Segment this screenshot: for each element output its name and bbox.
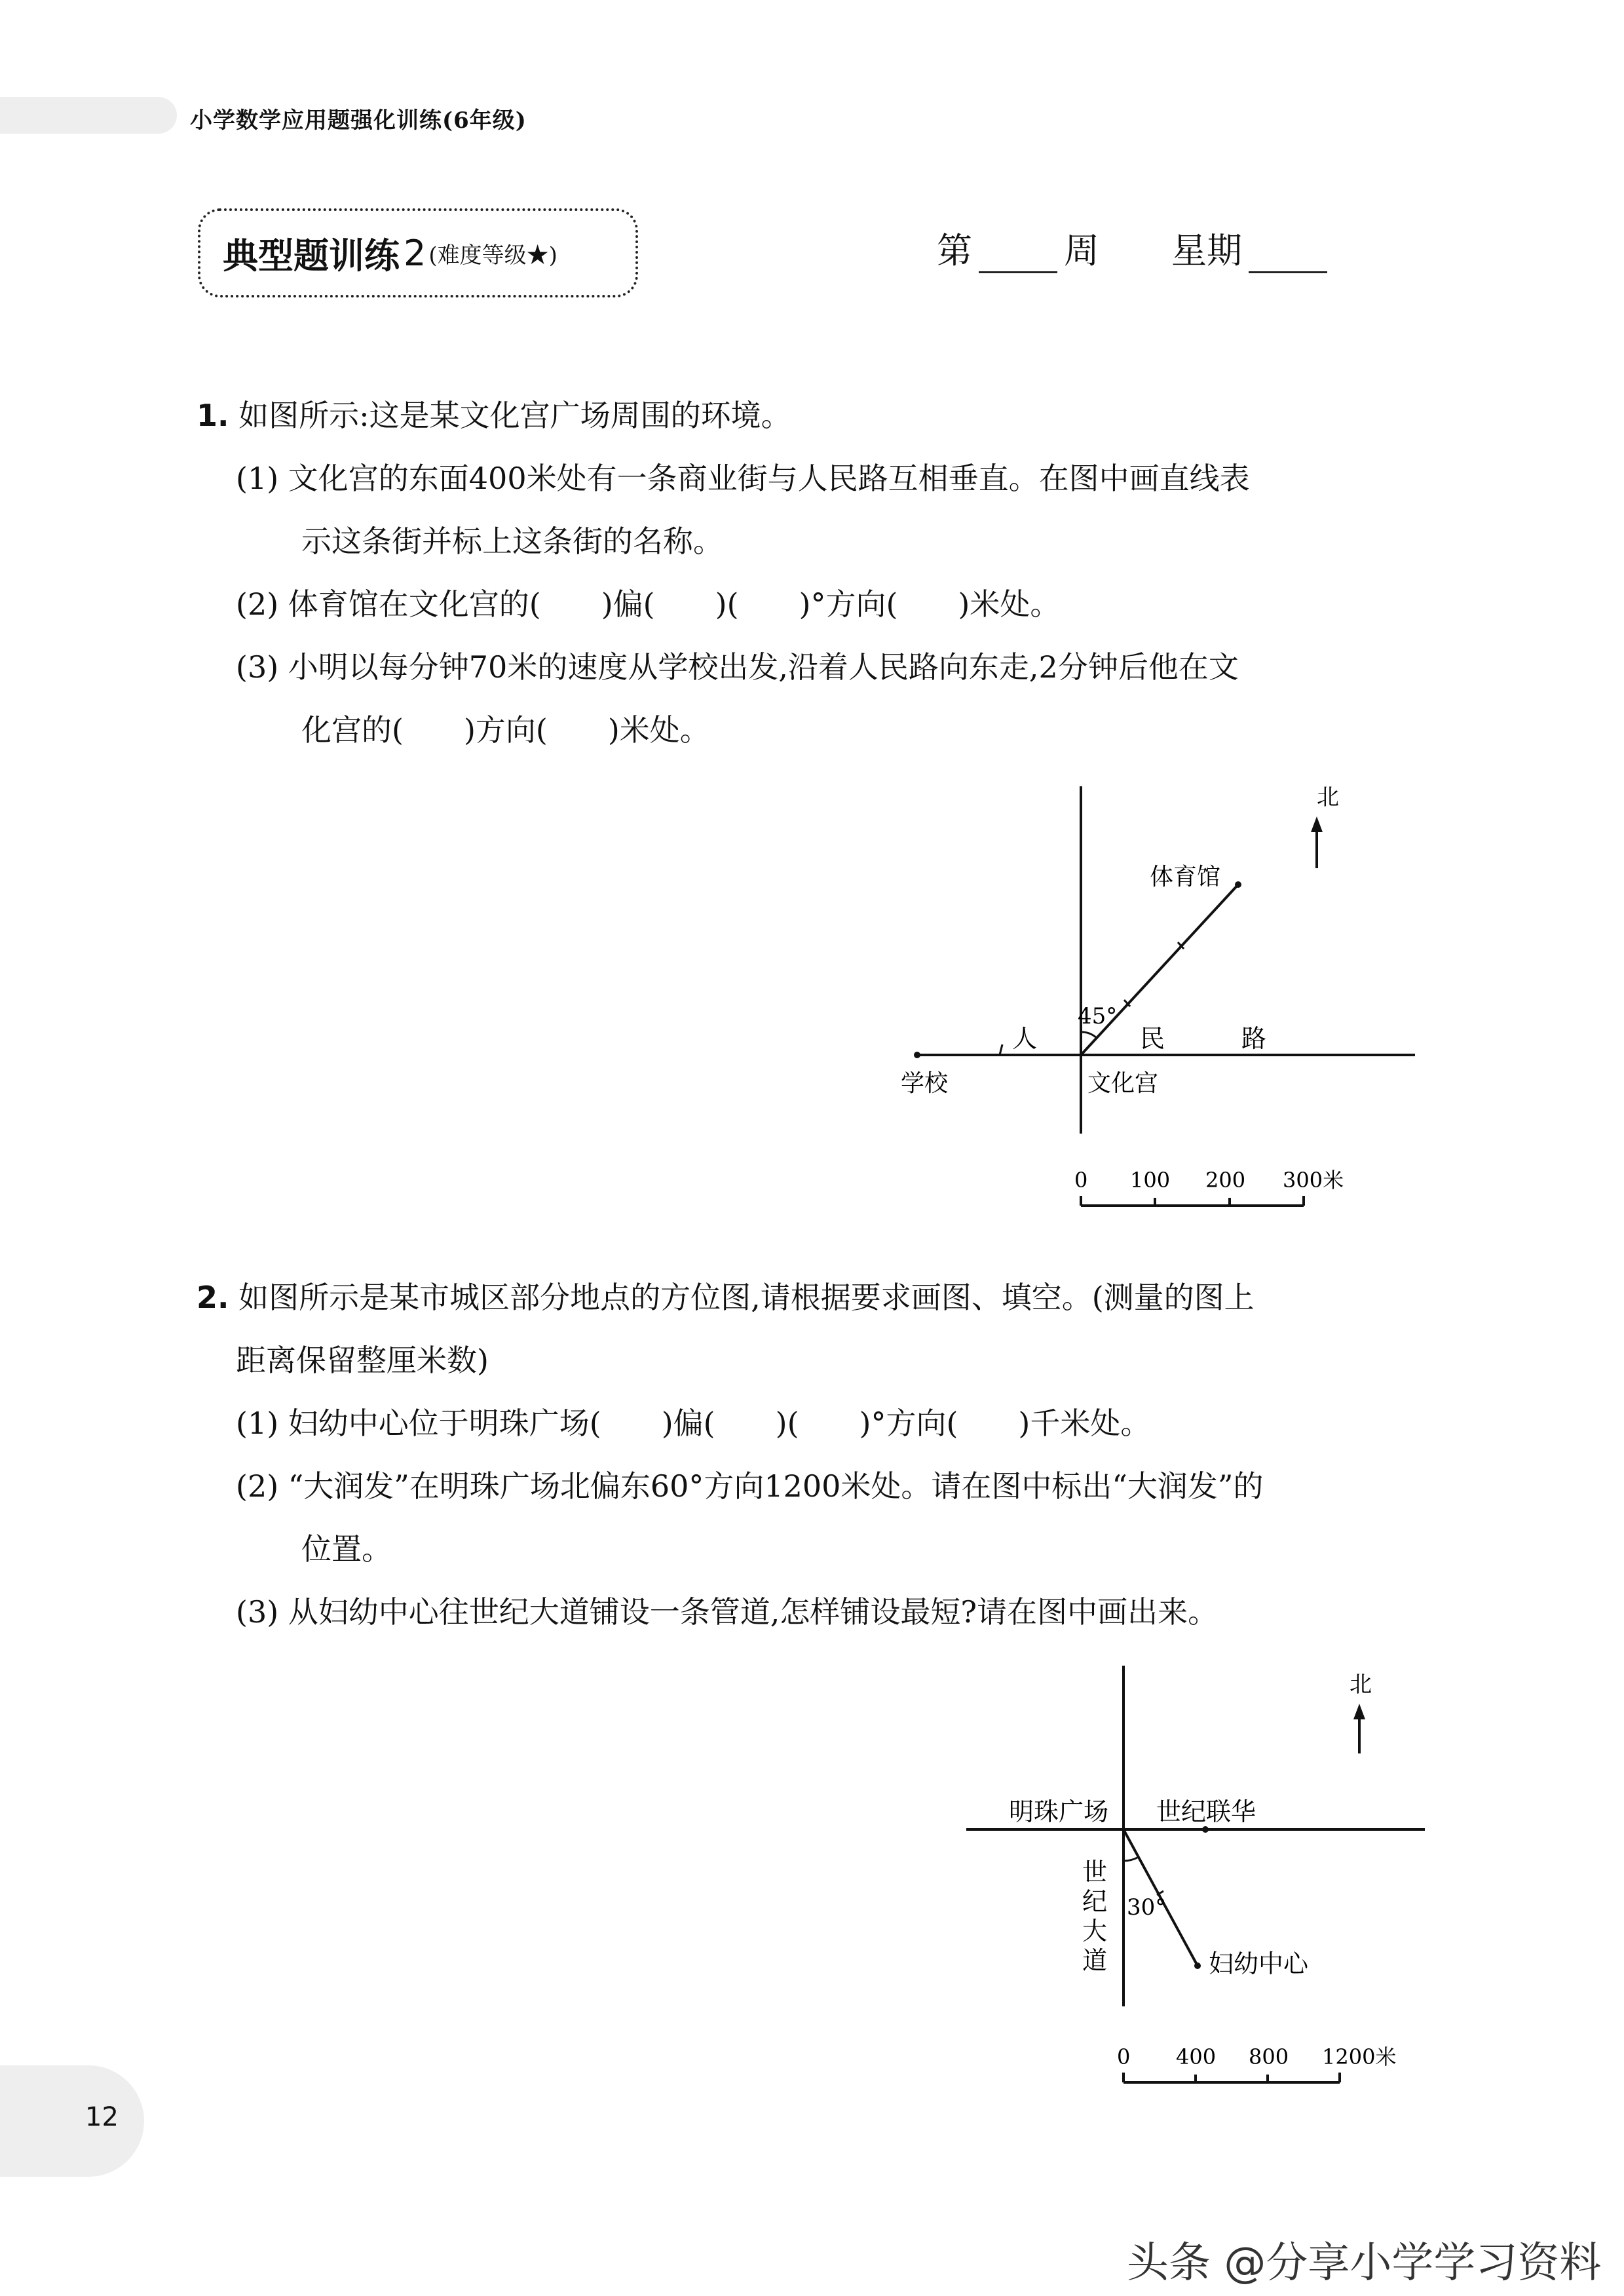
q2-stem-line2: 距离保留整厘米数) <box>236 1343 489 1378</box>
weekday-blank[interactable] <box>1249 239 1327 273</box>
q1-angle-label: 45° <box>1078 1003 1118 1029</box>
q2-diagram <box>943 1658 1467 2110</box>
q1-part1-line1: (1) 文化宫的东面400米处有一条商业街与人民路互相垂直。在图中画直线表 <box>236 461 1250 496</box>
q1-palace-label: 文化宫 <box>1087 1070 1159 1097</box>
q2-scale-1: 400 <box>1176 2044 1217 2069</box>
q1-gym-label: 体育馆 <box>1150 864 1221 890</box>
q2-avenue-char-2: 纪 <box>1082 1887 1108 1916</box>
q1-part3-line1: (3) 小明以每分钟70米的速度从学校出发,沿着人民路向东走,2分钟后他在文 <box>236 649 1239 685</box>
q2-north-arrow-icon <box>1353 1704 1365 1719</box>
q2-part2-line1: (2) “大润发”在明珠广场北偏东60°方向1200米处。请在图中标出“大润发”的 <box>236 1468 1264 1504</box>
q2-stem-line1 <box>197 1278 1255 1317</box>
q1-scale-1: 100 <box>1130 1168 1171 1193</box>
header-tab <box>0 97 177 134</box>
q2-plaza-label: 明珠广场 <box>1009 1797 1109 1826</box>
q1-stem: 如图所示:这是某文化宫广场周围的环境。 <box>238 398 791 433</box>
q1-school-label: 学校 <box>901 1070 949 1097</box>
q1-scale-3: 300米 <box>1283 1168 1344 1193</box>
q1-scale-2: 200 <box>1205 1168 1246 1193</box>
week-row <box>937 223 1327 273</box>
section-title: 典型题训练 <box>223 235 400 277</box>
page-number-tab <box>0 2065 144 2177</box>
q1-road-tick <box>1000 1044 1002 1055</box>
q1-north-arrow-icon <box>1311 816 1323 832</box>
book-title: 小学数学应用题强化训练(6年级) <box>190 107 527 134</box>
q1-stem-line <box>197 396 791 435</box>
q1-road-label-2: 民 <box>1140 1024 1165 1053</box>
q2-north-label: 北 <box>1350 1672 1372 1698</box>
q2-center-point <box>1194 1962 1201 1969</box>
q1-school-point <box>914 1052 920 1058</box>
week-blank[interactable] <box>979 239 1057 273</box>
q2-scale-0: 0 <box>1117 2044 1131 2069</box>
q2-avenue-char-3: 大 <box>1082 1917 1108 1945</box>
watermark: 头条 @分享小学学习资料 <box>1127 2239 1602 2287</box>
q2-lianhua-point <box>1202 1826 1209 1833</box>
q1-angle-arc <box>1081 1032 1097 1039</box>
q1-number: 1. <box>197 398 229 433</box>
section-badge <box>198 208 638 297</box>
difficulty-level: (难度等级★) <box>428 242 557 269</box>
weekday-label: 星期 <box>1171 230 1242 271</box>
q1-diagram <box>878 773 1454 1232</box>
q2-part3: (3) 从妇幼中心往世纪大道铺设一条管道,怎样铺设最短?请在图中画出来。 <box>236 1594 1218 1630</box>
section-number: 2 <box>404 232 426 274</box>
q1-road-label-1: 人 <box>1012 1024 1038 1053</box>
q2-scale-2: 800 <box>1249 2044 1289 2069</box>
q2-stem: 如图所示是某市城区部分地点的方位图,请根据要求画图、填空。(测量的图上 <box>238 1280 1255 1315</box>
q2-part1: (1) 妇幼中心位于明珠广场( )偏( )( )°方向( )千米处。 <box>236 1406 1151 1441</box>
q1-road-label-3: 路 <box>1241 1024 1267 1053</box>
q1-part3-line2: 化宫的( )方向( )米处。 <box>301 712 710 748</box>
q1-part1-line2: 示这条街并标上这条街的名称。 <box>301 524 723 559</box>
q2-lianhua-label: 世纪联华 <box>1156 1797 1256 1826</box>
week-label: 第 <box>937 230 972 271</box>
q1-gym-point <box>1235 881 1241 888</box>
q2-number: 2. <box>197 1280 229 1315</box>
q2-angle-label: 30° <box>1127 1894 1167 1921</box>
q2-avenue-char-4: 道 <box>1082 1946 1108 1975</box>
page-number: 12 <box>85 2102 119 2132</box>
q2-angle-arc <box>1124 1857 1139 1861</box>
q2-center-label: 妇幼中心 <box>1209 1949 1309 1978</box>
q2-scale-3: 1200米 <box>1322 2044 1397 2069</box>
q1-scale-0: 0 <box>1074 1168 1088 1193</box>
q2-avenue-char-1: 世 <box>1082 1858 1108 1886</box>
q1-part2: (2) 体育馆在文化宫的( )偏( )( )°方向( )米处。 <box>236 586 1061 622</box>
week-unit: 周 <box>1064 230 1099 271</box>
q2-part2-line2: 位置。 <box>301 1531 392 1567</box>
q1-north-label: 北 <box>1317 784 1339 811</box>
